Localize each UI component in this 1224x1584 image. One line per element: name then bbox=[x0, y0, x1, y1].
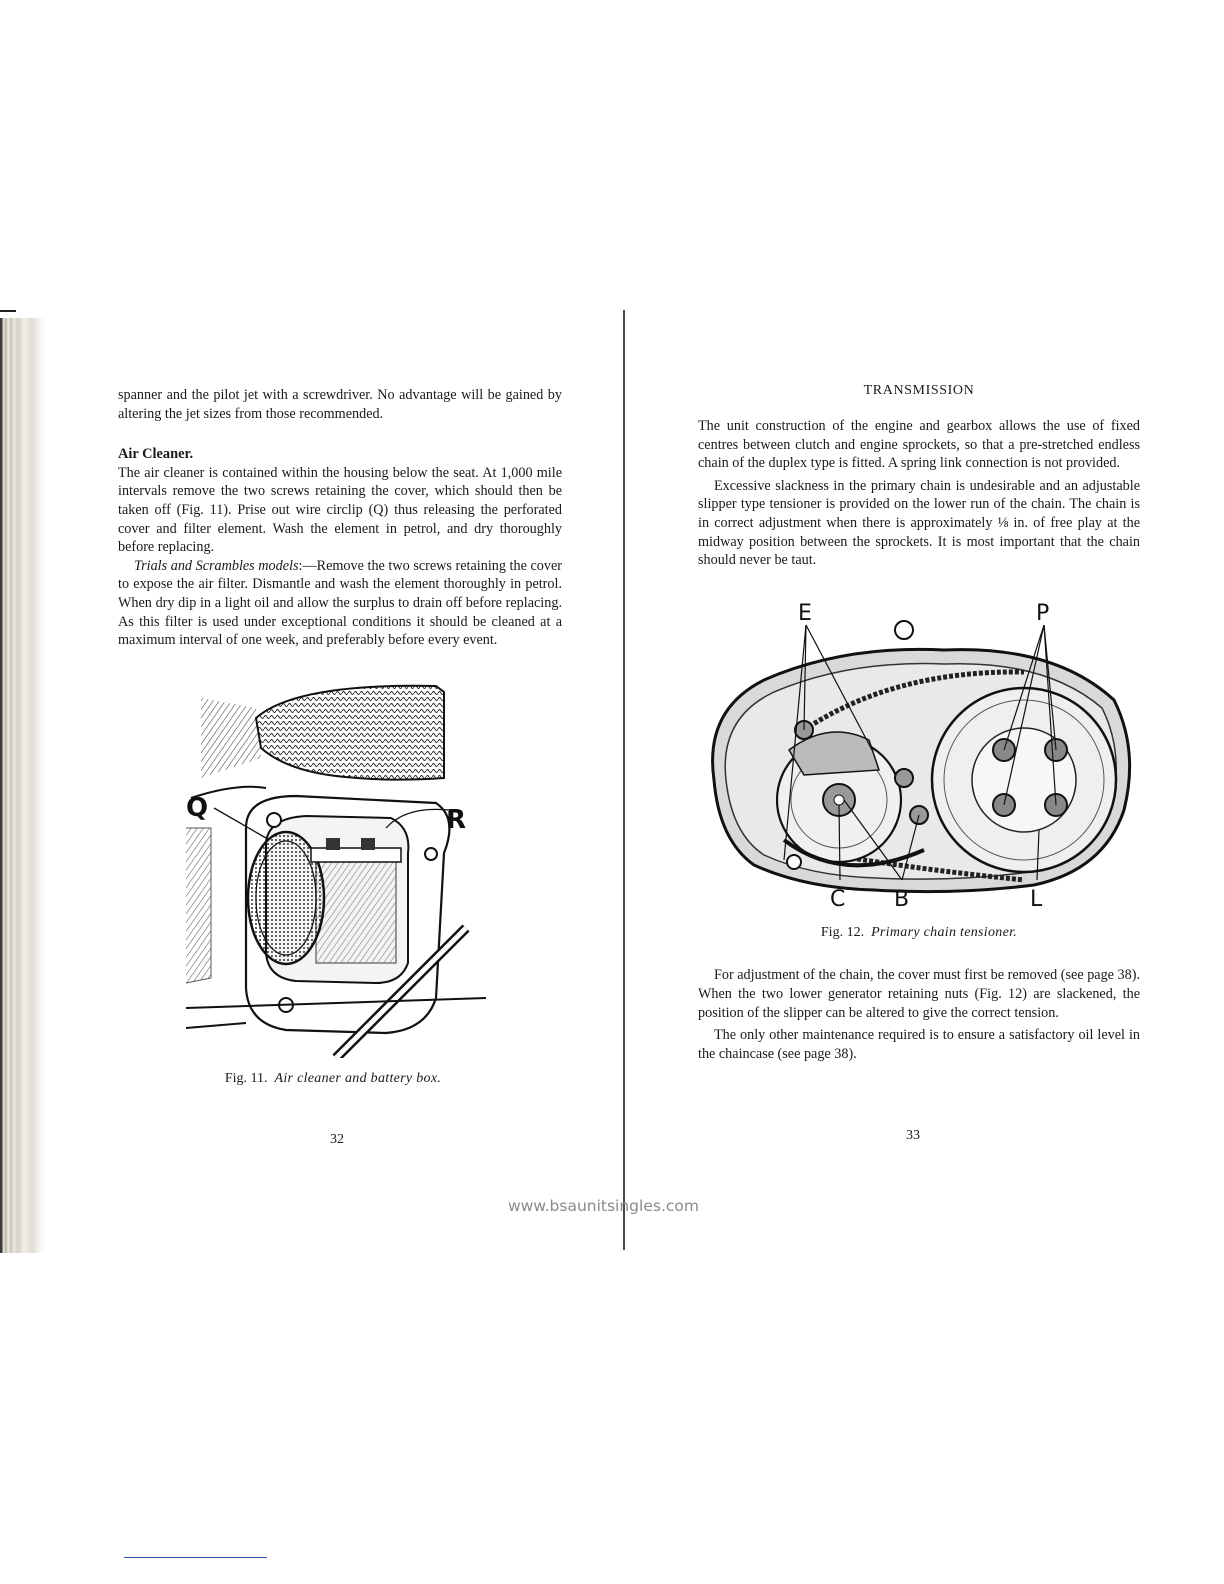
book-spread bbox=[0, 310, 1224, 1250]
figure-12-number: Fig. 12. bbox=[820, 924, 865, 940]
figure-11-caption bbox=[104, 1070, 562, 1089]
transmission-paragraph-3: For adjustment of the chain, the cover must first be removed (see page 38). When the two lower generator retaining nuts (Fig. 12) are slackened, the position of the slipper can be altered to give the correct tension. bbox=[698, 967, 1140, 1021]
trials-models-text: :—Remove the two screws retaining the cover to expose the air filter. Dismantle and wash the element thoroughly in petrol. When dry dip in a light oil and allow the surplus to drain off before replacing. As this filter is used under exceptional conditions it should be cleaned at a maximum interval of one week, and preferably before every event. bbox=[118, 557, 562, 649]
intro-paragraph: spanner and the pilot jet with a screwdriver. No advantage will be gained by altering the jet sizes from those recommended. bbox=[118, 387, 562, 422]
section-title: TRANSMISSION bbox=[863, 383, 975, 398]
figure-12-caption bbox=[698, 924, 1140, 943]
book-page-edges bbox=[0, 318, 46, 1253]
transmission-paragraph-1: The unit construction of the engine and gearbox allows the use of fixed centres between clutch and engine sprockets, so that a pre-stretched endless chain of the duplex type is fitted. A spring link connection is not provided. bbox=[698, 418, 1140, 472]
figure-label-r: R bbox=[446, 804, 467, 835]
air-cleaner-illustration bbox=[186, 678, 486, 1058]
trials-scrambles-paragraph bbox=[118, 557, 562, 650]
figure-label-e: E bbox=[798, 600, 812, 626]
figure-label-c: C bbox=[830, 886, 846, 912]
page-number-right: 33 bbox=[906, 1128, 920, 1143]
bottom-rule bbox=[124, 1557, 267, 1558]
right-page bbox=[698, 310, 1140, 1170]
trials-models-label: Trials and Scrambles models bbox=[134, 557, 299, 574]
figure-11-number: Fig. 11. bbox=[224, 1070, 268, 1086]
website-watermark: www.bsaunitsingles.com bbox=[508, 1197, 699, 1215]
page-number-left: 32 bbox=[330, 1132, 344, 1147]
primary-chain-illustration bbox=[694, 600, 1140, 920]
figure-label-l: L bbox=[1030, 886, 1043, 912]
air-cleaner-paragraph: The air cleaner is contained within the housing below the seat. At 1,000 mile intervals remove the two screws retaining the cover, which should then be taken off (Fig. 11). Prise out wire circlip (Q) thus releasing the perforated cover and filter element. Wash the element in petrol, and dry thoroughly before replacing. bbox=[118, 464, 562, 556]
figure-label-p: P bbox=[1036, 600, 1050, 626]
figure-12 bbox=[694, 600, 1140, 920]
figure-11 bbox=[186, 678, 486, 1058]
transmission-paragraph-2: Excessive slackness in the primary chain is undesirable and an adjustable slipper type tensioner is provided on the lower run of the chain. The chain is in correct adjustment when there is approximately ⅛ in. of free play at the midway position between the sprockets. It is most important that the chain should never be taut. bbox=[698, 477, 1140, 569]
air-cleaner-heading: Air Cleaner. bbox=[118, 446, 194, 463]
figure-12-title: Primary chain tensioner. bbox=[871, 924, 1018, 940]
figure-11-title: Air cleaner and battery box. bbox=[274, 1070, 442, 1086]
left-page bbox=[118, 310, 562, 1170]
figure-label-q: Q bbox=[186, 792, 209, 823]
page-edge-mark bbox=[0, 310, 16, 312]
figure-label-b: B bbox=[894, 886, 910, 912]
transmission-paragraph-4: The only other maintenance required is to ensure a satisfactory oil level in the chaincase (see page 38). bbox=[698, 1027, 1140, 1062]
book-spine bbox=[623, 310, 625, 1250]
